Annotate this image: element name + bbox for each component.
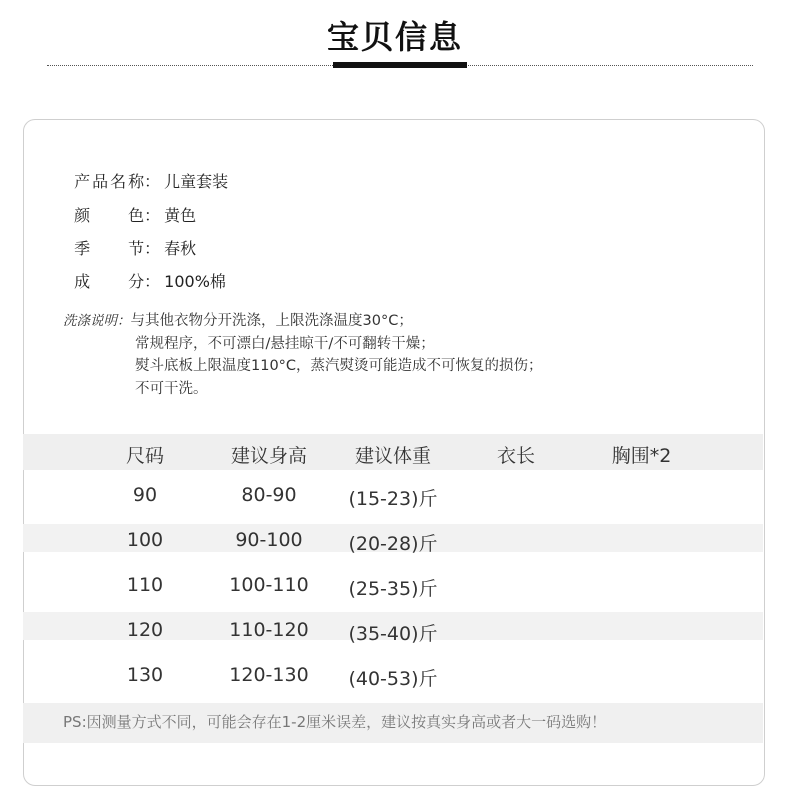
column-header: 建议身高 (230, 445, 307, 467)
size-cell: 130 (126, 664, 164, 686)
info-value: 黄色 (164, 206, 197, 225)
height-cell: 100-110 (229, 574, 309, 596)
info-row-name: 产品名称： 儿童套装 (64, 150, 228, 192)
footer-note: PS:因测量方式不同，可能会存在1-2厘米误差，建议按真实身高或者大一码选购！ (63, 713, 607, 731)
size-cell: 90 (132, 484, 158, 506)
info-row-material: 成分： 100%棉 (64, 250, 226, 292)
size-cell: 110 (126, 574, 164, 596)
info-value: 春秋 (164, 239, 197, 258)
weight-cell: (15-23)斤 (348, 488, 438, 510)
weight-cell: (20-28)斤 (348, 533, 438, 555)
column-header: 胸围*2 (611, 445, 672, 467)
size-cell: 100 (126, 529, 164, 551)
height-cell: 80-90 (241, 484, 297, 506)
height-cell: 90-100 (235, 529, 303, 551)
column-header: 衣长 (496, 445, 535, 467)
column-header: 尺码 (125, 445, 164, 467)
info-value: 儿童套装 (164, 172, 229, 191)
weight-cell: (35-40)斤 (348, 623, 438, 645)
info-value: 100%棉 (164, 272, 226, 291)
height-cell: 120-130 (229, 664, 309, 686)
wash-line: 熨斗底板上限温度110°C，蒸汽熨烫可能造成不可恢复的损伤； (135, 358, 543, 374)
wash-line: 与其他衣物分开洗涤，上限洗涤温度30°C； (130, 313, 413, 329)
column-header: 建议体重 (354, 445, 431, 467)
weight-cell: (40-53)斤 (348, 668, 438, 690)
info-row-season: 季节： 春秋 (64, 217, 196, 259)
title-underline-bar (333, 62, 467, 68)
wash-instructions (63, 309, 413, 330)
wash-line: 不可干洗。 (135, 381, 208, 397)
info-label: 产品名称 (74, 172, 145, 191)
weight-cell: (25-35)斤 (348, 578, 438, 600)
page-title: 宝贝信息 (326, 18, 463, 56)
height-cell: 110-120 (229, 619, 309, 641)
info-label: 颜色 (74, 206, 145, 225)
info-label: 季节 (74, 239, 145, 258)
info-row-color: 颜色： 黄色 (64, 184, 196, 226)
wash-label: 洗涤说明： (63, 313, 131, 329)
wash-line: 常规程序，不可漂白/悬挂晾干/不可翻转干燥； (135, 336, 435, 352)
size-cell: 120 (126, 619, 164, 641)
info-label: 成分 (74, 272, 145, 291)
